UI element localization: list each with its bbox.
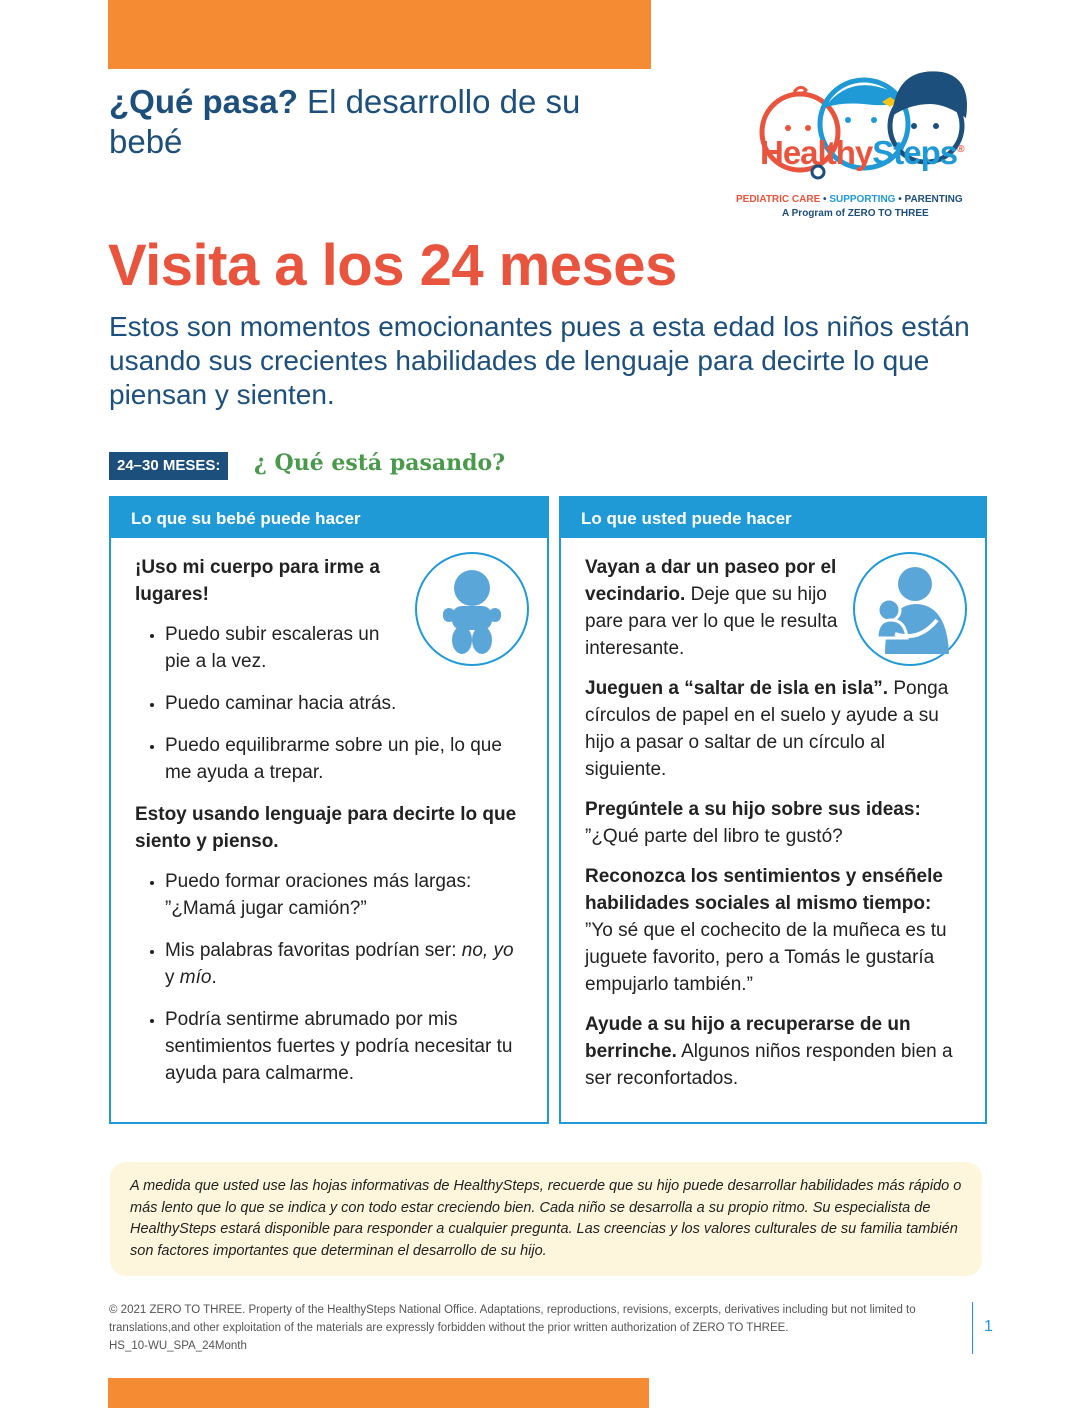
baby-can-do-body <box>111 538 547 1087</box>
tip-text: Ponga círculos de papel en el suelo y ayude a su hijo a pasar o saltar de un círculo al siguiente. <box>585 678 949 780</box>
logo-word-healthy: Healthy <box>760 134 873 171</box>
tip-title: Ayude a su hijo a recuperarse de un berrinche. <box>585 1014 911 1062</box>
you-can-do-panel <box>559 496 987 1124</box>
list-item: • Puedo formar oraciones más largas: ”¿Mamá jugar camión?” <box>165 868 525 922</box>
baby-can-do-heading: Lo que su bebé puede hacer <box>111 498 547 538</box>
list-item <box>165 937 525 991</box>
favorite-words-text: y <box>165 967 180 988</box>
section-question: ¿ Qué está pasando? <box>254 450 506 476</box>
header-title-bold: ¿Qué pasa? <box>109 83 298 120</box>
tip-text: Algunos niños responden bien a ser reconfortados. <box>585 1041 953 1089</box>
logo-word-steps: Steps <box>872 134 958 171</box>
you-can-do-heading: Lo que usted puede hacer <box>561 498 985 538</box>
logo-registered: ® <box>957 144 964 155</box>
you-can-do-body <box>561 538 985 1092</box>
header-title-rest: El desarrollo de su bebé <box>109 83 581 160</box>
intro-text: Estos son momentos emocionantes pues a esta edad los niños están usando sus crecientes habilidades de lenguaje para decirte lo que piensan y sienten. <box>109 311 970 410</box>
movement-list <box>135 621 502 786</box>
footer-divider <box>972 1302 973 1354</box>
parent-holding-child-icon <box>853 552 967 666</box>
tip-title: Pregúntele a su hijo sobre sus ideas: <box>585 799 921 820</box>
footer-copyright-cont: translations,and other exploitation of the materials are expressly forbidden without the prior written authorization of ZERO TO THREE. <box>109 1322 789 1334</box>
header-title <box>109 82 629 162</box>
logo-tag-supporting: SUPPORTING <box>829 194 896 205</box>
baby-icon <box>415 552 529 666</box>
tip-text: ”¿Qué parte del libro te gustó? <box>585 826 843 847</box>
logo-tagline <box>736 194 963 205</box>
tip-text: Deje que su hijo pare para ver lo que le resulta interesante. <box>585 584 838 659</box>
page-title: Visita a los 24 meses <box>108 233 677 298</box>
logo-tag-pediatric: PEDIATRIC CARE <box>736 194 821 205</box>
footer-legal <box>109 1301 939 1355</box>
list-item: • Podría sentirme abrumado por mis sentimientos fuertes y podría necesitar tu ayuda para calmarme. <box>165 1006 525 1087</box>
logo-tag-parenting: PARENTING <box>904 194 963 205</box>
favorite-words-text: . <box>211 967 217 988</box>
favorite-words-text: Mis palabras favoritas podrían ser: <box>165 940 462 961</box>
tip-title: Vayan a dar un paseo por el vecindario. <box>585 557 837 605</box>
top-accent-bar <box>108 0 651 69</box>
body-heading-1: ¡Uso mi cuerpo para irme a lugares! <box>135 557 380 605</box>
list-item: • Puedo subir escaleras un pie a la vez. <box>165 621 395 675</box>
tip-text: ”Yo sé que el cochecito de la muñeca es tu juguete favorito, pero a Tomás le gustaría empujarlo también.” <box>585 920 947 995</box>
list-item: • Puedo caminar hacia atrás. <box>165 690 525 717</box>
logo-wordmark <box>760 134 963 172</box>
baby-can-do-panel <box>109 496 549 1124</box>
tip-title: Reconozca los sentimientos y enséñele habilidades sociales al mismo tiempo: <box>585 866 943 914</box>
bottom-accent-bar <box>108 1378 649 1408</box>
footer-doc-id: HS_10-WU_SPA_24Month <box>109 1340 247 1352</box>
logo-tag-sep: • <box>895 194 905 205</box>
favorite-words-em: mío <box>179 967 212 988</box>
info-note: A medida que usted use las hojas informativas de HealthySteps, recuerde que su hijo puede desarrollar habilidades más rápido o más lento que lo que se indica y con todo estar creciendo bien. Cada niño se desarrolla a su propio ritmo. Su especialista de HealthySteps estará disponible para responder a cualquier pregunta. Las creencias y los valores culturales de su familia también son factores importantes que determinan el desarrollo de su hijo. <box>110 1162 982 1276</box>
list-item: • Puedo equilibrarme sobre un pie, lo que me ayuda a trepar. <box>165 732 525 786</box>
footer-copyright: © 2021 ZERO TO THREE. Property of the HealthySteps National Office. Adaptations, reproductions, revisions, excerpts, derivatives including but not limited to <box>109 1304 916 1316</box>
age-range-badge: 24–30 MESES: <box>109 452 228 480</box>
body-heading-2: Estoy usando lenguaje para decirte lo que siento y pienso. <box>135 804 517 852</box>
page-number: 1 <box>984 1318 993 1335</box>
logo-tag-sep: • <box>820 194 830 205</box>
language-list <box>135 868 525 1087</box>
favorite-words-em: no, yo <box>461 940 514 961</box>
tip-title: Jueguen a “saltar de isla en isla”. <box>585 678 889 699</box>
logo-subline: A Program of ZERO TO THREE <box>782 208 929 219</box>
healthysteps-logo <box>732 64 992 224</box>
